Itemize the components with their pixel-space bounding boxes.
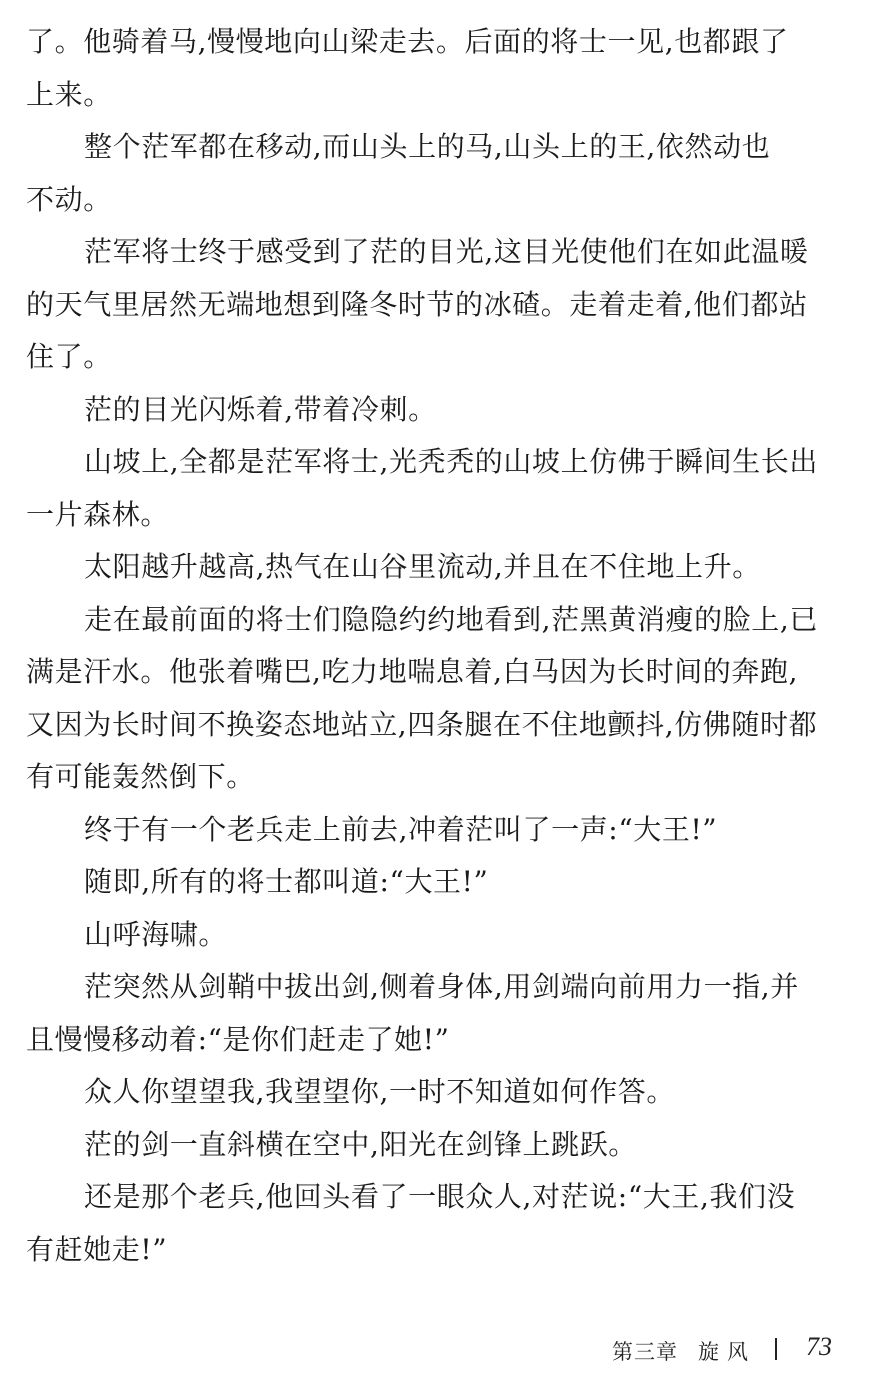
text-line: 走在最前面的将士们隐隐约约地看到,茫黑黄消瘦的脸上,已 xyxy=(84,602,819,636)
page-footer xyxy=(0,1330,872,1370)
text-line: 茫的剑一直斜横在空中,阳光在剑锋上跳跃。 xyxy=(84,1127,637,1161)
text-line: 有可能轰然倒下。 xyxy=(26,760,255,793)
text-line: 茫的目光闪烁着,带着冷刺。 xyxy=(84,392,437,426)
text-line: 山呼海啸。 xyxy=(84,917,228,951)
chapter-label: 第三章 xyxy=(612,1340,678,1364)
text-line: 住了。 xyxy=(26,340,112,373)
text-line: 还是那个老兵,他回头看了一眼众人,对茫说:“大王,我们没 xyxy=(84,1180,796,1213)
text-line: 随即,所有的将士都叫道:“大王!” xyxy=(84,865,489,898)
text-line: 满是汗水。他张着嘴巴,吃力地喘息着,白马因为长时间的奔跑, xyxy=(26,655,799,688)
text-line: 太阳越升越高,热气在山谷里流动,并且在不住地上升。 xyxy=(84,550,761,583)
text-line: 众人你望望我,我望望你,一时不知道如何作答。 xyxy=(84,1075,676,1108)
text-line: 且慢慢移动着:“是你们赶走了她!” xyxy=(26,1022,450,1056)
chapter-title: 旋风 xyxy=(698,1340,756,1364)
footer-divider xyxy=(775,1338,777,1360)
body-text xyxy=(26,16,846,1276)
text-line: 整个茫军都在移动,而山头上的马,山头上的王,依然动也 xyxy=(84,130,771,163)
text-line: 一片森林。 xyxy=(26,497,170,531)
text-line: 的天气里居然无端地想到隆冬时节的冰碴。走着走着,他们都站 xyxy=(26,287,808,321)
text-line: 茫军将士终于感受到了茫的目光,这目光使他们在如此温暖 xyxy=(84,235,809,268)
text-line: 上来。 xyxy=(26,77,112,111)
text-line: 茫突然从剑鞘中拔出剑,侧着身体,用剑端向前用力一指,并 xyxy=(84,970,799,1003)
text-line: 终于有一个老兵走上前去,冲着茫叫了一声:“大王!” xyxy=(84,812,718,846)
text-line: 不动。 xyxy=(26,182,112,216)
text-line: 又因为长时间不换姿态地站立,四条腿在不住地颤抖,仿佛随时都 xyxy=(26,707,818,741)
text-line: 了。他骑着马,慢慢地向山梁走去。后面的将士一见,也都跟了 xyxy=(26,25,789,58)
text-line: 有赶她走!” xyxy=(26,1232,168,1266)
page-number: 73 xyxy=(806,1332,832,1361)
text-line: 山坡上,全都是茫军将士,光秃秃的山坡上仿佛于瞬间生长出 xyxy=(84,445,819,478)
